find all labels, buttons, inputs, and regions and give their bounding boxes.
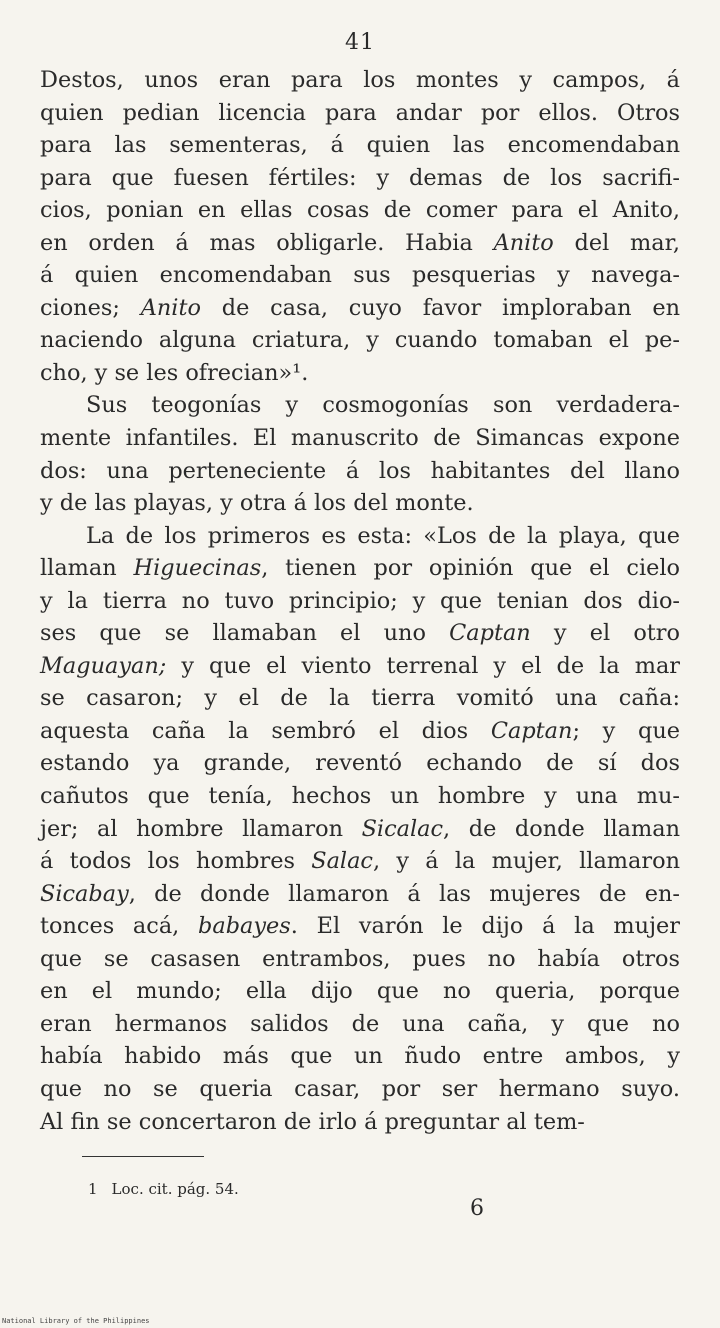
text-run: y el otro (530, 620, 680, 647)
text-line (40, 259, 680, 292)
italic-term: Captan (490, 717, 573, 744)
text-run: en orden á mas obligarle. Habia (40, 229, 494, 256)
text-run: cios, ponian en ellas cosas de comer para el Anito, (40, 197, 680, 224)
text-run: para que fuesen fértiles: y demas de los sacrifi- (40, 164, 680, 191)
text-run: . El varón le dijo á la mujer (290, 913, 680, 940)
text-run: dos: una perteneciente á los habitantes del llano (40, 457, 680, 484)
text-line (40, 520, 680, 553)
text-line (40, 162, 680, 195)
text-line (40, 780, 680, 813)
text-run: La de los primeros es esta: «Los de la playa, que (86, 522, 680, 549)
text-run: se casaron; y el de la tierra vomitó una caña: (40, 685, 680, 712)
text-run: , de donde llaman (443, 815, 681, 842)
text-run: naciendo alguna criatura, y cuando tomaban el pe- (40, 327, 680, 354)
text-run: de casa, cuyo favor imploraban en (200, 294, 680, 321)
text-line (40, 1008, 680, 1041)
text-run: tonces acá, (40, 913, 199, 940)
text-line (40, 292, 680, 325)
text-run: cho, y se les ofrecian»¹. (40, 359, 309, 386)
text-run: , y á la mujer, llamaron (372, 848, 680, 875)
text-run: llaman (40, 555, 134, 582)
text-run: á todos los hombres (40, 848, 312, 875)
italic-term: Anito (493, 229, 554, 256)
text-run: había habido más que un ñudo entre ambos, y (40, 1043, 680, 1070)
text-line (40, 975, 680, 1008)
text-line (40, 129, 680, 162)
footnote-rule (82, 1156, 204, 1157)
italic-term: babayes (198, 913, 291, 940)
italic-term: Captan (449, 620, 531, 647)
page-number: 41 (345, 30, 375, 55)
text-line (40, 64, 680, 97)
text-line (40, 747, 680, 780)
text-line (40, 715, 680, 748)
text-line (40, 813, 680, 846)
text-run: jer; al hombre llamaron (40, 815, 362, 842)
text-run: ciones; (40, 294, 141, 321)
text-run: que no se queria casar, por ser hermano suyo. (40, 1075, 680, 1102)
text-run: aquesta caña la sembró el dios (40, 717, 491, 744)
text-run: estando ya grande, reventó echando de sí dos (40, 750, 680, 777)
italic-term: Salac (311, 848, 373, 875)
text-run: cañutos que tenía, hechos un hombre y una mu- (40, 783, 680, 810)
text-run: , de donde llamaron á las mujeres de en- (128, 880, 680, 907)
italic-term: Higuecinas (133, 555, 262, 582)
text-line (40, 227, 680, 260)
italic-term: Maguayan; (40, 652, 167, 679)
text-run: y la tierra no tuvo principio; y que tenian dos dio- (40, 587, 680, 614)
library-watermark: National Library of the Philippines (2, 1317, 150, 1325)
footnote-text: Loc. cit. pág. 54. (111, 1180, 239, 1198)
text-line (40, 617, 680, 650)
text-line (40, 943, 680, 976)
text-line (40, 845, 680, 878)
text-line (40, 487, 680, 520)
text-line (40, 422, 680, 455)
signature-mark: 6 (470, 1196, 484, 1221)
text-line (40, 1040, 680, 1073)
text-run: para las sementeras, á quien las encomendaban (40, 132, 680, 159)
text-line (40, 682, 680, 715)
text-run: Sus teogonías y cosmogonías son verdadera- (86, 392, 680, 419)
text-line (40, 194, 680, 227)
text-run: á quien encomendaban sus pesquerias y navega- (40, 262, 680, 289)
text-line (40, 1073, 680, 1106)
text-run: Destos, unos eran para los montes y campos, á (40, 67, 680, 93)
text-run: ses que se llamaban el uno (40, 620, 450, 647)
text-line (40, 552, 680, 585)
text-line (40, 97, 680, 130)
italic-term: Sicabay (40, 880, 129, 907)
text-line (40, 324, 680, 357)
text-line (40, 1106, 680, 1139)
text-run: y de las playas, y otra á los del monte. (40, 490, 474, 517)
text-line (40, 585, 680, 618)
text-line (40, 389, 680, 422)
text-line (40, 910, 680, 943)
text-line (40, 650, 680, 683)
italic-term: Sicalac (361, 815, 444, 842)
text-run: y que el viento terrenal y el de la mar (166, 652, 680, 679)
italic-term: Anito (140, 294, 201, 321)
text-line (40, 357, 680, 390)
text-run: ; y que (572, 717, 681, 744)
text-run: eran hermanos salidos de una caña, y que no (40, 1010, 680, 1037)
text-run: , tienen por opinión que el cielo (261, 555, 680, 582)
text-line (40, 455, 680, 488)
text-run: Al fin se concertaron de irlo á preguntar al tem- (40, 1108, 585, 1135)
text-run: del mar, (553, 229, 680, 256)
text-line (40, 878, 680, 911)
body-text (40, 64, 680, 1138)
text-run: en el mundo; ella dijo que no queria, porque (40, 978, 680, 1005)
footnote-number: 1 (88, 1180, 98, 1198)
footnote (88, 1180, 239, 1198)
text-run: que se casasen entrambos, pues no había otros (40, 945, 680, 972)
text-run: mente infantiles. El manuscrito de Simancas expone (40, 425, 680, 452)
text-run: quien pedian licencia para andar por ellos. Otros (40, 99, 680, 126)
